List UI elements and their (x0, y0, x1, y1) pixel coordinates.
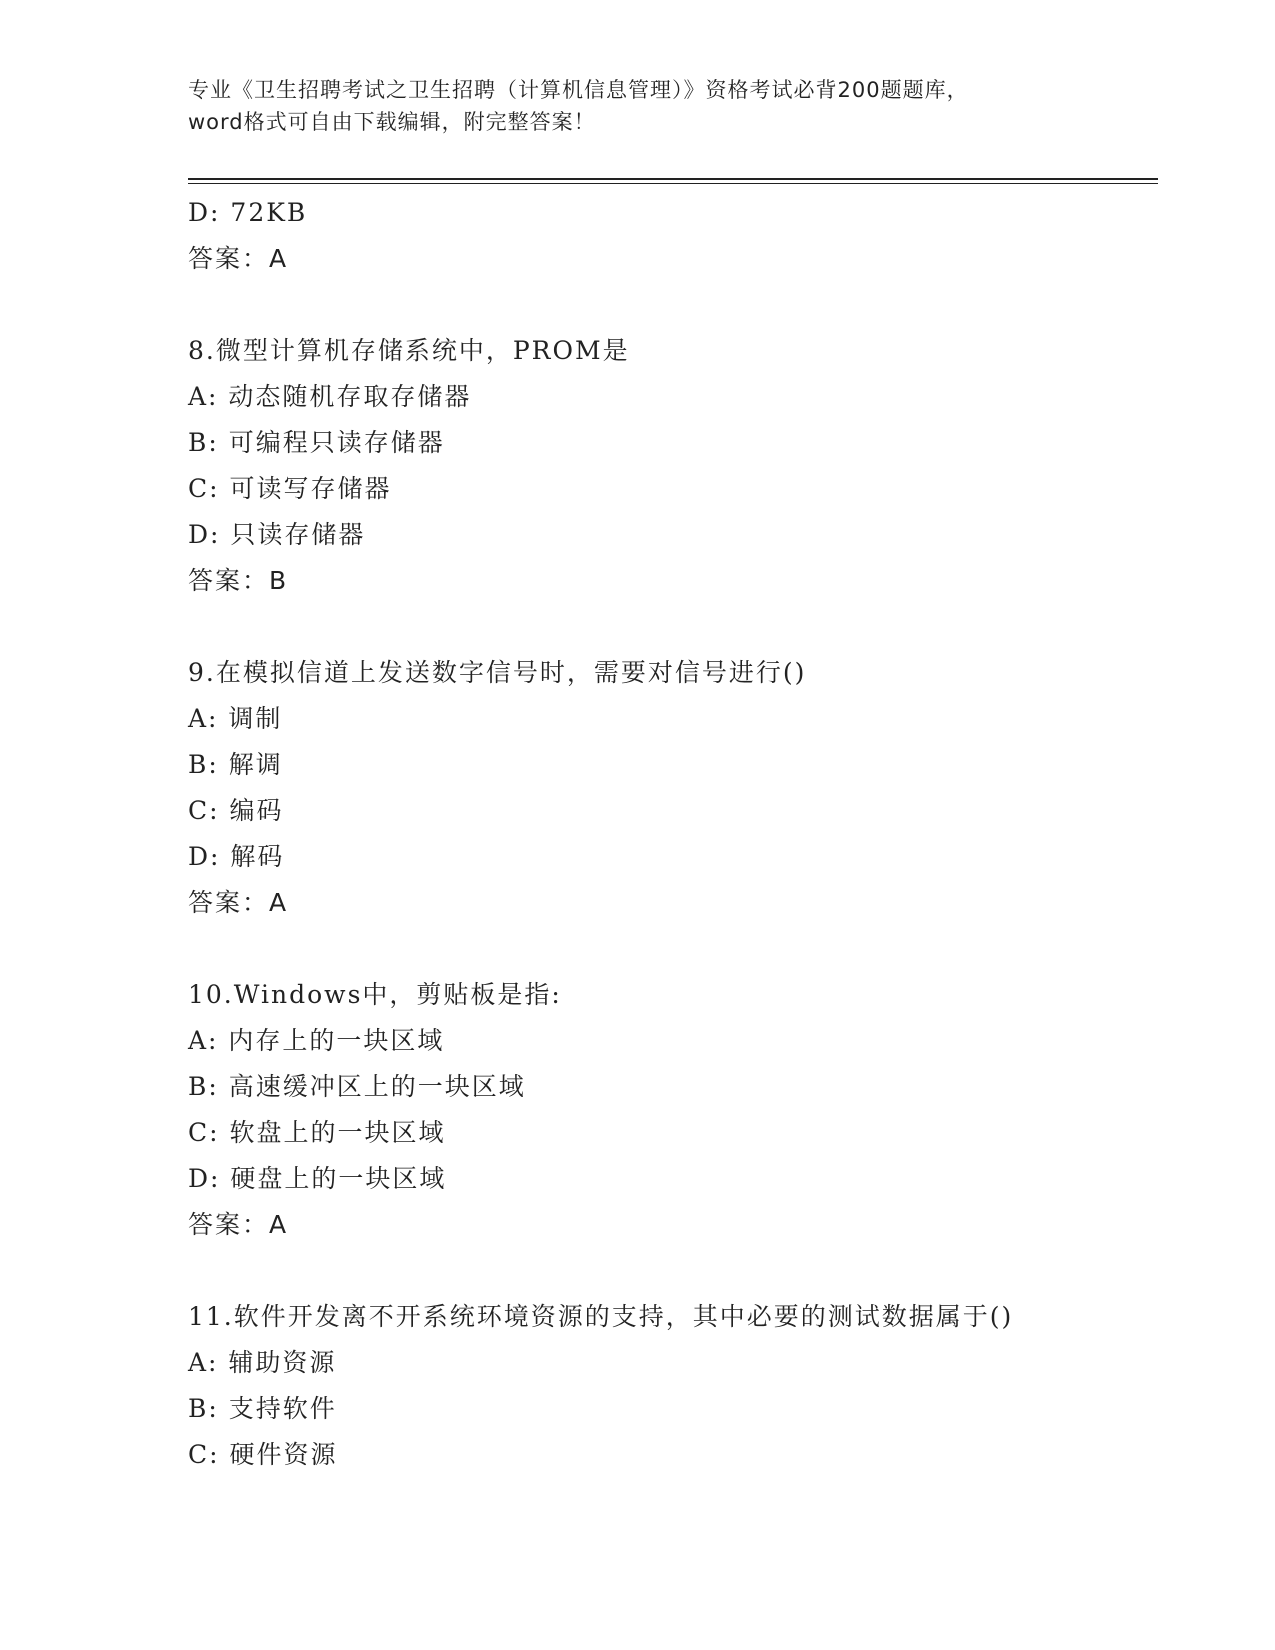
header-title-line-1: 专业《卫生招聘考试之卫生招聘（计算机信息管理）》资格考试必背200题题库， (188, 78, 969, 102)
header-title-line-2: word格式可自由下载编辑，附完整答案！ (188, 110, 596, 134)
question-text: 8.微型计算机存储系统中，PROM是 (188, 336, 630, 365)
option-d: D: 硬盘上的一块区域 (188, 1164, 447, 1193)
header-rule-thick (188, 178, 1158, 180)
answer-line: 答案：A (188, 888, 289, 917)
option-c: C: 编码 (188, 796, 284, 825)
option-c: C: 可读写存储器 (188, 474, 392, 503)
question-block-7-tail (188, 190, 1148, 282)
question-text: 11.软件开发离不开系统环境资源的支持，其中必要的测试数据属于() (188, 1302, 1014, 1331)
answer-line: 答案：B (188, 566, 289, 595)
option-d: D: 只读存储器 (188, 520, 366, 549)
option-b: B: 高速缓冲区上的一块区域 (188, 1072, 526, 1101)
option-c: C: 硬件资源 (188, 1440, 338, 1469)
question-block-8 (188, 328, 1148, 604)
answer-line: 答案：A (188, 1210, 289, 1239)
option-c: C: 软盘上的一块区域 (188, 1118, 446, 1147)
option-b: B: 解调 (188, 750, 283, 779)
question-text: 9.在模拟信道上发送数字信号时，需要对信号进行() (188, 658, 807, 687)
option-b: B: 可编程只读存储器 (188, 428, 445, 457)
option-a: A: 调制 (188, 704, 283, 733)
question-block-9 (188, 650, 1148, 926)
question-block-11 (188, 1294, 1148, 1478)
question-block-10 (188, 972, 1148, 1248)
option-a: A: 动态随机存取存储器 (188, 382, 472, 411)
header-rule-thin (188, 183, 1158, 184)
option-a: A: 辅助资源 (188, 1348, 337, 1377)
option-d: D: 72KB (188, 198, 308, 227)
option-b: B: 支持软件 (188, 1394, 337, 1423)
option-a: A: 内存上的一块区域 (188, 1026, 445, 1055)
answer-line: 答案：A (188, 244, 289, 273)
option-d: D: 解码 (188, 842, 285, 871)
document-header (188, 74, 1088, 138)
question-text: 10.Windows中，剪贴板是指: (188, 980, 562, 1009)
question-list (188, 190, 1148, 1478)
